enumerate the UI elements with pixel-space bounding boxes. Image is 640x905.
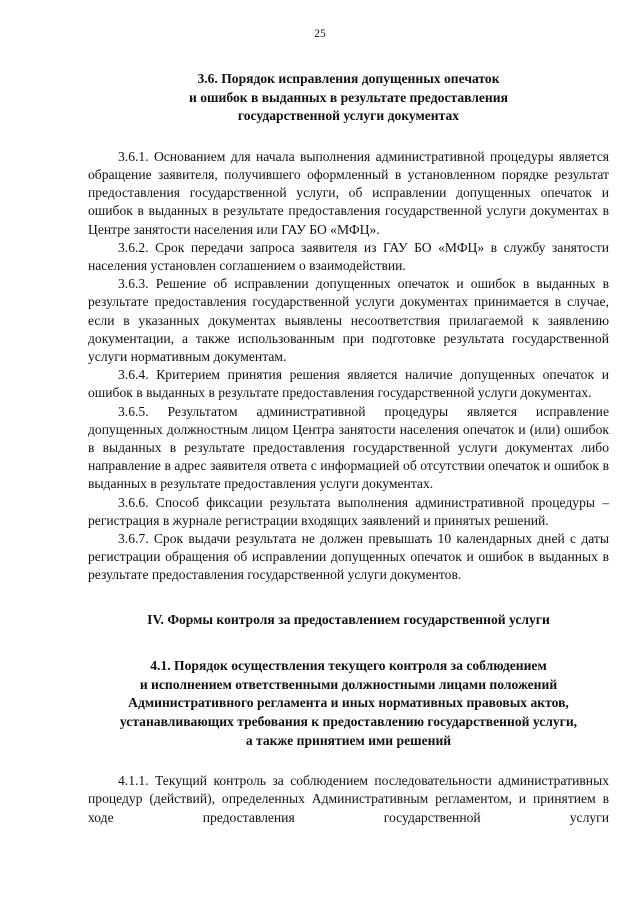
section-4-1-heading [88,657,609,750]
heading-line: и исполнением ответственными должностными лицами положений [139,676,558,692]
heading-line: государственной услуги документах [237,108,460,124]
paragraph-3-6-6: 3.6.6. Способ фиксации результата выполнения административной процедуры – регистрация в журнале регистрации входящих заявлений и принятых решений. [88,494,609,528]
page-number: 25 [314,28,326,40]
paragraph-3-6-1: 3.6.1. Основанием для начала выполнения административной процедуры является обращение заявителя, получившего оформленный в установленном порядке результат предоставления государственной услуги, об исправлении допущенных опечаток и ошибок в выданных в результате предоставления государственной услуги документах в Центре занятости населения или ГАУ БО «МФЦ». [88,148,609,237]
paragraph-3-6-2: 3.6.2. Срок передачи запроса заявителя из ГАУ БО «МФЦ» в службу занятости населения установлен соглашением о взаимодействии. [88,239,609,273]
paragraph-4-1-1: 4.1.1. Текущий контроль за соблюдением последовательности административных процедур (действий), определенных Административным регламентом, и принятием в ходе предоставления государственной услуги [88,773,609,825]
heading-line: и ошибок в выданных в результате предоставления [189,89,508,105]
paragraph-3-6-5: 3.6.5. Результатом административной процедуры является исправление допущенных должностным лицом Центра занятости населения опечаток и (или) ошибок в выданных в результате предоставления государственной услуги документах либо направление в адрес заявителя ответа с информацией об отсутствии опечаток и ошибок в выданных в результате предоставления услуги документах. [88,403,609,492]
heading-line: а также принятием ими решений [245,732,452,748]
paragraph-3-6-3: 3.6.3. Решение об исправлении допущенных опечаток и ошибок в выданных в результате предоставления государственной услуги документах принимается в случае, если в указанных документах выявлены несоответствия прилагаемой к заявлению документации, а также использованным при подготовке результата государственной услуги нормативным документам. [88,276,609,365]
heading-line: Административного регламента и иных нормативных правовых актов, [128,695,569,711]
heading-line: 4.1. Порядок осуществления текущего контроля за соблюдением [150,658,547,674]
heading-line: устанавливающих требования к предоставлению государственной услуги, [119,714,578,730]
paragraph-3-6-7: 3.6.7. Срок выдачи результата не должен превышать 10 календарных дней с даты регистрации обращения об исправлении допущенных опечаток и ошибок в выданных в результате предоставления государственной услуги документов. [88,531,609,583]
section-3-6-heading [88,70,609,126]
page-content [88,70,609,827]
section-iv-heading: IV. Формы контроля за предоставлением государственной услуги [147,611,550,627]
paragraph-3-6-4: 3.6.4. Критерием принятия решения является наличие допущенных опечаток и ошибок в выданных в результате предоставления государственной услуги документах. [88,367,609,401]
heading-line: 3.6. Порядок исправления допущенных опечаток [197,71,500,86]
